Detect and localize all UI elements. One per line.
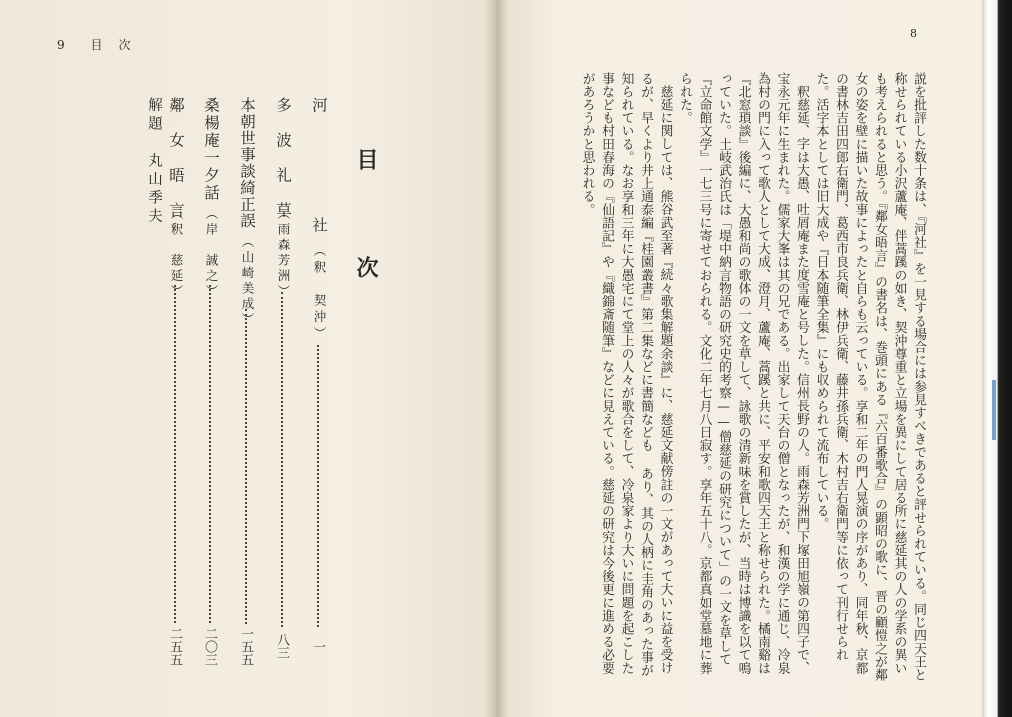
toc-entry-page: 一五五 [238,627,253,666]
toc-entry-author: （岸 誠之） [204,207,219,300]
toc-entry-author: （釈 慈延） [169,207,184,300]
toc-entry-title: 本朝世事談綺正誤 [238,97,256,229]
toc-entry-page: 一 [310,640,325,653]
body-text [548,72,928,682]
edge-tab-mark [992,380,996,440]
body-paragraph: 慈延に関しては、熊谷武至著『続々歌集解題余談』に、慈延文献傍註の一文があって大いに益を受けるが、早くより井上通泰編『桂園叢書』第二集などに書簡なども あり、其の人柄に圭角のあった事が知られている。なお享和三年に大愚宅にて堂上の人々が歌合をして、冷泉家より大いに問題を起こした事なども村田春海の『仙語記』や『織錦斎随筆』などに見えている。慈延の研究は今後更に進める必要があろうかと思われる。 [579,72,673,677]
toc-entry-page: 八三 [274,633,289,659]
toc-entry-page: 二〇三 [202,627,217,666]
page-edge [982,0,1012,717]
toc-entry-author: （釈 契沖） [312,244,327,343]
toc-entry-author: （雨森芳洲） [276,207,291,300]
book-gutter [484,0,508,717]
left-page-number: 9 [57,38,67,52]
toc-entry-title-2: 社 [310,217,328,235]
toc-entry-title: 鄰 女 晤 言 [167,97,185,220]
toc-leader-dots [281,292,285,627]
toc-kaidai: 解題 丸山季夫 [146,97,162,227]
body-paragraph: 説を批評した数十条は、『河社』を一見する場合には参見すべきであると評せられている。同じ四天王と称せられている小沢蘆庵、伴蒿蹊の如き、契沖尊重と立場を異にして居る所に慈延其の人の学系の異いも考えられると思う。『鄰女晤言』の書名は、巻頭にある『六百番歌合』の顕昭の歌に、晋の顧愷之が鄰女の姿を壁に描いた故事によったと自らも云っている。享和二年の門人晃演の序があり、同年秋、京都の書林吉田四郎右衛門、葛西市良兵衛、林伊兵衛、藤井孫兵衛、木村吉右衛門等に依って刊行せられた。活字本としては旧大成や『日本随筆全集』にも収められて流布している。 [813,72,926,682]
toc-leader-dots [209,285,213,623]
toc-entry-page: 二五五 [167,627,182,666]
toc-leader-dots [174,285,178,623]
left-page-header [57,36,150,53]
toc-leader-dots [317,345,321,627]
toc-entry-title: 多 波 礼 草 [274,97,292,220]
body-paragraph: 釈慈延、字は大愚、吐屑庵また度雪庵と号した。信州長野の人。雨森芳洲門下塚田旭嶺の第四子で、宝永元年に生まれた。儒家大峯は其の兄である。出家して天台の僧となったが、和漢の学に通じ、冷泉為村の門に入って歌人として大成、澄月、蘆庵、蒿蹊と共に、平安和歌四天王と称せられた。橘南谿は『北窓瑣談』後編に、大愚和尚の歌体の一文を草して、詠歌の清新味を賞したが、当時は博識を以て鳴っていた。土岐武治氏は「堤中納言物語の研究史的考察——僧慈延の研究について」の一文を草して『立命館文学』一七三号に寄せておられる。文化二年七月八日寂す。享年五十八。京都真如堂墓地に葬られた。 [677,72,809,675]
toc-entry-author: （山崎美成） [240,235,255,328]
toc-entry-title: 桑楊庵一夕話 [202,97,220,202]
left-running-head: 目 次 [90,38,133,52]
toc-title: 目 次 [353,148,379,310]
right-page-number: 8 [910,27,917,40]
toc-leader-dots [245,309,249,624]
toc-entry-title: 河 [310,97,328,115]
